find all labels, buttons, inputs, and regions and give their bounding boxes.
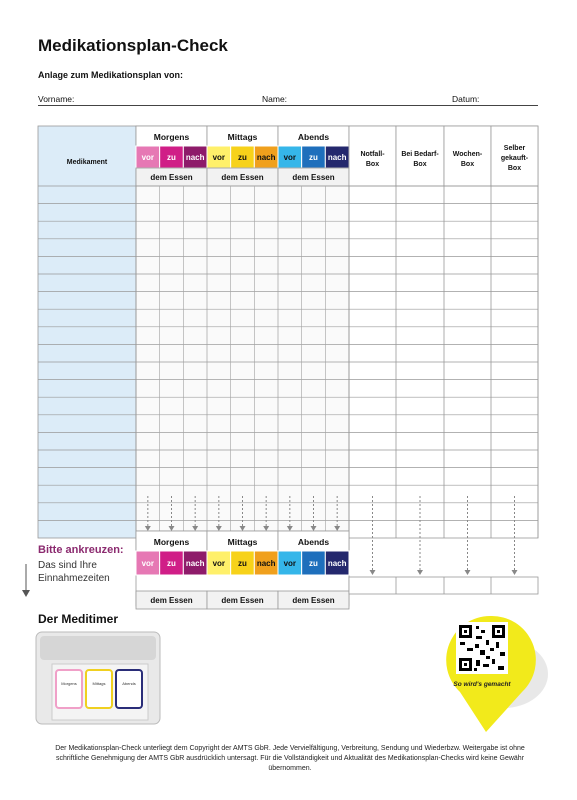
box-label-4: Selber <box>503 145 526 152</box>
timing-label: nach <box>327 153 347 162</box>
legend-timing-label: vor <box>141 559 155 568</box>
meditimer-image <box>34 628 164 728</box>
arrow-head-icon <box>465 570 471 575</box>
arrow-head-icon <box>417 570 423 575</box>
meditimer-label-2: Mittags <box>92 681 106 686</box>
time-cell-bg[interactable] <box>137 415 349 432</box>
legend-group-label: Mittags <box>227 537 258 547</box>
time-cell-bg[interactable] <box>137 380 349 397</box>
legend-timing-label: zu <box>167 559 176 568</box>
time-cell-bg[interactable] <box>137 275 349 292</box>
time-cell-bg[interactable] <box>137 292 349 309</box>
timing-label: vor <box>283 153 297 162</box>
dem-essen-label: dem Essen <box>292 173 335 182</box>
box-label-2: Box <box>413 161 427 168</box>
timing-label: zu <box>309 153 318 162</box>
legend-timing-label: zu <box>238 559 247 568</box>
timing-label: zu <box>167 153 176 162</box>
legend-timing-label: nach <box>327 559 347 568</box>
subtitle: Anlage zum Medikationsplan von: <box>38 70 184 80</box>
legend-group-label: Morgens <box>153 537 190 547</box>
time-cell-bg[interactable] <box>137 310 349 327</box>
legend-dem-essen-label: dem Essen <box>150 596 193 605</box>
medikament-column[interactable] <box>38 126 136 538</box>
meditimer-title: Der Meditimer <box>38 612 119 626</box>
legend-timing-label: zu <box>309 559 318 568</box>
timing-label: zu <box>238 153 247 162</box>
hint-arrow-icon <box>22 590 30 597</box>
time-cell-bg[interactable] <box>137 327 349 344</box>
box-label-1: Notfall- <box>360 151 385 158</box>
legend-timing-label: vor <box>212 559 226 568</box>
vorname-label: Vorname: <box>38 94 75 104</box>
hint-line-3: Einnahmezeiten <box>38 573 110 584</box>
timing-label: vor <box>141 153 155 162</box>
dem-essen-label: dem Essen <box>150 173 193 182</box>
time-cell-bg[interactable] <box>137 398 349 415</box>
qr-pin[interactable] <box>430 612 550 736</box>
arrow-head-icon <box>512 570 518 575</box>
box-label-4: gekauft- <box>500 155 529 162</box>
time-cell-bg[interactable] <box>137 451 349 468</box>
time-cell-bg[interactable] <box>137 468 349 485</box>
box-legend-row[interactable] <box>349 577 538 594</box>
timing-label: nach <box>185 153 205 162</box>
timing-label: vor <box>212 153 226 162</box>
medikament-header: Medikament <box>66 159 108 166</box>
dem-essen-label: dem Essen <box>221 173 264 182</box>
hint-line-2: Das sind Ihre <box>38 560 97 571</box>
hint-text <box>38 559 110 585</box>
time-cell-bg[interactable] <box>137 187 349 204</box>
time-cell-bg[interactable] <box>137 204 349 221</box>
box-label-3: Wochen- <box>452 151 483 158</box>
legend-group-label: Abends <box>297 537 330 547</box>
datum-label: Datum: <box>452 94 480 104</box>
legend-dem-essen-label: dem Essen <box>292 596 335 605</box>
arrow-head-icon <box>370 570 376 575</box>
time-cell-bg[interactable] <box>137 222 349 239</box>
meditimer-label-3: Abends <box>122 681 136 686</box>
group-label-morgens: Morgens <box>153 132 190 142</box>
time-cell-bg[interactable] <box>137 257 349 274</box>
qr-caption: So wird's gemacht <box>453 681 511 688</box>
page-title: Medikationsplan-Check <box>38 36 228 55</box>
box-label-2: Bei Bedarf- <box>401 151 439 158</box>
time-cell-bg[interactable] <box>137 345 349 362</box>
legend-timing-label: nach <box>185 559 205 568</box>
footer-text: Der Medikationsplan-Check unterliegt dem Copyright der AMTS GbR. Jede Vervielfältigung, Verbreitung, Sendung und Wiederbzw. Weitergabe ist ohne schriftliche Genehmigung der AMTS GbR ausdrücklich untersagt. Für die Vollständigkeit und Aktualität des Medikationsplan-Checks wird keine Gewähr übernommen. <box>55 745 525 772</box>
group-label-mittags: Mittags <box>227 132 258 142</box>
box-label-1: Box <box>365 161 380 168</box>
name-label: Name: <box>262 94 288 104</box>
legend-dem-essen-label: dem Essen <box>221 596 264 605</box>
time-cell-bg[interactable] <box>137 363 349 380</box>
timing-label: nach <box>256 153 276 162</box>
time-cell-bg[interactable] <box>137 433 349 450</box>
time-cell-bg[interactable] <box>137 239 349 256</box>
hint-title: Bitte ankreuzen: <box>38 544 124 556</box>
box-label-4: Box <box>507 165 522 172</box>
group-label-abends: Abends <box>297 132 330 142</box>
legend-timing-label: nach <box>256 559 276 568</box>
legend-timing-label: vor <box>283 559 297 568</box>
time-cell-bg[interactable] <box>137 486 349 503</box>
meditimer-label-1: Morgens <box>61 681 77 686</box>
box-label-3: Box <box>460 161 475 168</box>
